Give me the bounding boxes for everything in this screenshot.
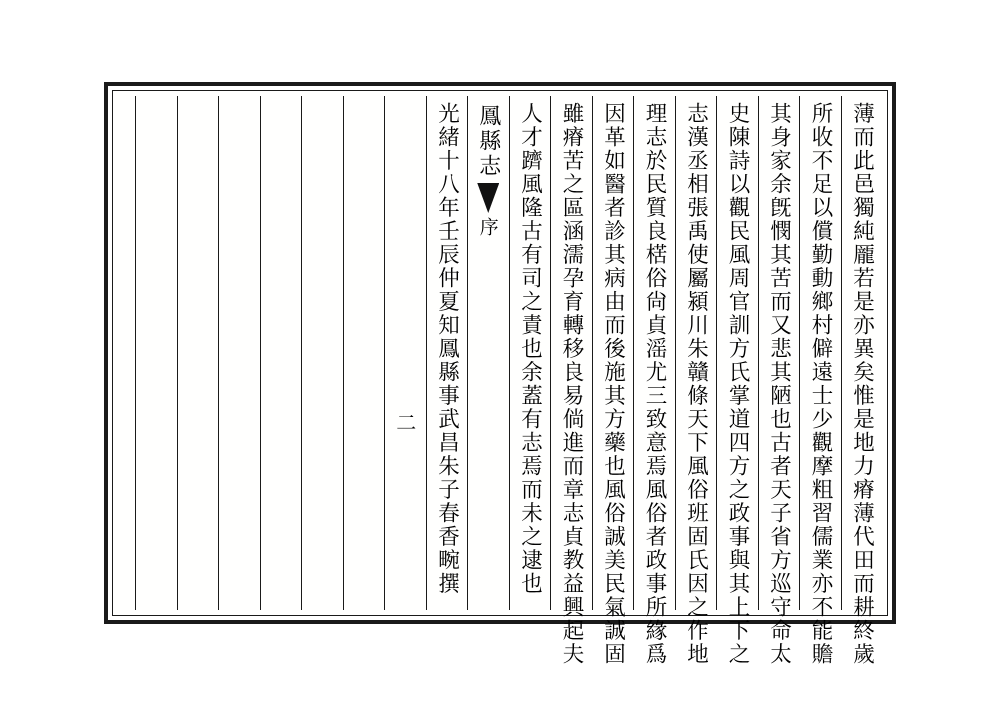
column-text: 因革如醫者診其病由而後施其方藥也風俗誠美民氣誠固 <box>600 102 626 666</box>
page-border-outer <box>104 82 896 666</box>
text-column <box>592 96 634 666</box>
text-column <box>509 96 551 610</box>
text-column <box>550 96 592 666</box>
text-column <box>675 96 717 666</box>
title-column <box>467 96 509 610</box>
column-text: 理志於民質良楛俗尙貞滛尤三致意焉風俗者政事所緣爲 <box>642 102 667 666</box>
empty-column <box>118 96 135 610</box>
empty-column <box>177 96 219 610</box>
text-column <box>633 96 675 666</box>
page-number-column <box>384 96 426 610</box>
column-text: 其身家余旣憫其苦而又悲其陋也古者天子省方巡守命太 <box>766 102 792 666</box>
text-column <box>841 96 883 666</box>
empty-column <box>135 96 177 610</box>
empty-column <box>301 96 343 610</box>
column-text: 光緒十八年壬辰仲夏知鳳縣事武昌朱子春香畹撰 <box>434 102 460 596</box>
column-text: 史陳詩以觀民風周官訓方氏掌道四方之政事與其上下之 <box>725 102 750 666</box>
section-label: 序 <box>476 217 499 238</box>
column-text: 人才躋風隆古有司之責也余蓋有志焉而未之逮也 <box>517 102 543 596</box>
text-column <box>799 96 841 666</box>
column-text: 志漢丞相張禹使屬潁川朱贛條天下風俗班固氏因之作地 <box>683 102 709 666</box>
column-text: 所收不足以償勤動鄉村僻遠士少觀摩粗習儒業亦不能贍 <box>808 102 833 666</box>
empty-column <box>260 96 302 610</box>
empty-column <box>343 96 385 610</box>
empty-column <box>218 96 260 610</box>
black-wedge-icon <box>477 183 499 213</box>
text-column <box>758 96 800 666</box>
text-column <box>426 96 468 610</box>
page-border-inner <box>112 90 888 666</box>
text-columns <box>118 96 882 666</box>
column-text: 薄而此邑獨純龎若是亦異矣惟是地力瘠薄代田而耕終歲 <box>849 102 875 666</box>
column-text: 雖瘠苦之區涵濡孕育轉移良易倘進而章志貞教益興起夫 <box>559 102 584 666</box>
document-title: 鳳縣志 <box>475 104 501 179</box>
text-column <box>716 96 758 666</box>
page-number: 二 <box>392 412 417 432</box>
